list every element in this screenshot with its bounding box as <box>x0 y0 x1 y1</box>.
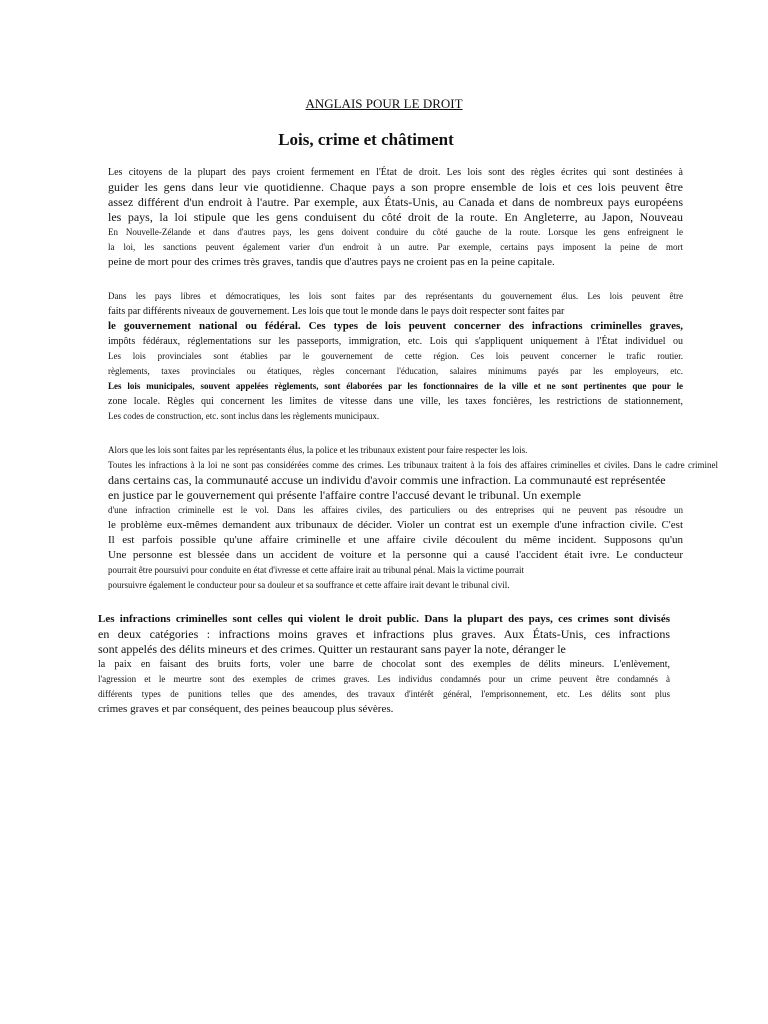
text-line: peine de mort pour des crimes très graves, tandis que d'autres pays ne croient pas en la peine capitale. <box>108 256 555 268</box>
text-line: le problème eux-mêmes demandent aux tribunaux de décider. Violer un contrat est un exemple d'une infraction civile. C'est <box>108 519 683 531</box>
paragraph-rule-of-law <box>108 165 683 270</box>
text-line: d'une infraction criminelle est le vol. Dans les affaires civiles, des particuliers ou des entreprises qui ne peuvent pas résoudre un <box>108 505 683 515</box>
text-line: le gouvernement national ou fédéral. Ces types de lois peuvent concerner des infractions criminelles graves, <box>108 320 683 332</box>
text-line: Dans les pays libres et démocratiques, les lois sont faites par des représentants du gouvernement élus. Les lois peuvent être <box>108 291 683 301</box>
text-line: assez différent d'un endroit à l'autre. Par exemple, aux États-Unis, au Canada et dans de nombreux pays européens <box>108 195 683 209</box>
text-line: l'agression et le meurtre sont des exemples de crimes graves. Les individus condamnés pour un crime peuvent être condamnés à <box>98 674 670 684</box>
text-line: Les infractions criminelles sont celles qui violent le droit public. Dans la plupart des pays, ces crimes sont divisés <box>98 613 670 625</box>
text-line: en deux catégories : infractions moins graves et infractions plus graves. Aux États-Unis, ces infractions <box>98 627 670 641</box>
text-line: poursuivre également le conducteur pour sa douleur et sa souffrance et cette affaire irait devant le tribunal civil. <box>108 580 510 590</box>
document-title: Lois, crime et châtiment <box>278 130 454 149</box>
text-line: En Nouvelle-Zélande et dans d'autres pays, les gens doivent conduire du côté gauche de la route. Lorsque les gens enfreignent le <box>108 227 683 237</box>
text-line: Il est parfois possible qu'une affaire criminelle et une affaire civile découlent du même incident. Supposons qu'un <box>108 534 683 546</box>
text-line: Les lois municipales, souvent appelées règlements, sont élaborées par les fonctionnaires de la ville et ne sont pertinentes que pour le <box>108 381 683 391</box>
text-line: Une personne est blessée dans un accident de voiture et la personne qui a causé l'accident était ivre. Le conducteur <box>108 549 683 561</box>
text-line: pourrait être poursuivi pour conduite en état d'ivresse et cette affaire irait au tribunal pénal. Mais la victime pourrait <box>108 565 525 575</box>
text-line: en justice par le gouvernement qui présente l'affaire contre l'accusé devant le tribunal. Un exemple <box>108 488 581 502</box>
text-line: Toutes les infractions à la loi ne sont pas considérées comme des crimes. Les tribunaux traitent à la fois des affaires criminelles et civiles. Dans le cadre criminel <box>108 460 718 470</box>
paragraph-criminal-offences <box>98 612 670 717</box>
text-line: sont appelés des délits mineurs et des crimes. Quitter un restaurant sans payer la note, déranger le <box>98 642 566 656</box>
text-line: crimes graves et par conséquent, des peines beaucoup plus sévères. <box>98 703 394 715</box>
text-line: dans certains cas, la communauté accuse un individu d'avoir commis une infraction. La communauté est représentée <box>108 473 666 487</box>
text-line: guider les gens dans leur vie quotidienne. Chaque pays a son propre ensemble de lois et ces lois peuvent être <box>108 180 683 194</box>
text-line: la loi, les sanctions peuvent également varier d'un endroit à un autre. Par exemple, certains pays imposent la peine de mort <box>108 242 683 252</box>
text-line: Les citoyens de la plupart des pays croient fermement en l'État de droit. Les lois sont des règles écrites qui sont destinées à <box>108 167 683 178</box>
text-line: les pays, la loi stipule que les gens conduisent du côté droit de la route. En Angleterre, au Japon, Nouveau <box>108 210 683 224</box>
text-line: Les lois provinciales sont établies par le gouvernement de cette région. Ces lois peuvent concerner le trafic routier. <box>108 351 683 361</box>
text-line: zone locale. Règles qui concernent les limites de vitesse dans une ville, les taxes foncières, les restrictions de stationnement, <box>108 396 683 407</box>
text-line: règlements, taxes provinciales ou étatiques, règles concernant l'éducation, salaires minimums payés par les employeurs, etc. <box>108 366 683 376</box>
text-line: Alors que les lois sont faites par les représentants élus, la police et les tribunaux existent pour faire respecter les lois. <box>108 445 528 455</box>
text-line: faits par différents niveaux de gouvernement. Les lois que tout le monde dans le pays doit respecter sont faites par <box>108 306 565 317</box>
paragraph-courts <box>108 443 718 593</box>
text-line: Les codes de construction, etc. sont inclus dans les règlements municipaux. <box>108 411 380 421</box>
document-header <box>0 96 768 112</box>
text-line: différents types de punitions telles que des amendes, des travaux d'intérêt général, l'emprisonnement, etc. Les délits sont plus <box>98 689 670 699</box>
text-line: impôts fédéraux, réglementations sur les passeports, immigration, etc. Lois qui s'appliquent uniquement à l'État individuel ou <box>108 336 683 347</box>
paragraph-levels-of-government <box>108 289 683 424</box>
header-text: ANGLAIS POUR LE DROIT <box>305 96 463 111</box>
text-line: la paix en faisant des bruits forts, voler une barre de chocolat sont des exemples de délits mineurs. L'enlèvement, <box>98 659 670 670</box>
